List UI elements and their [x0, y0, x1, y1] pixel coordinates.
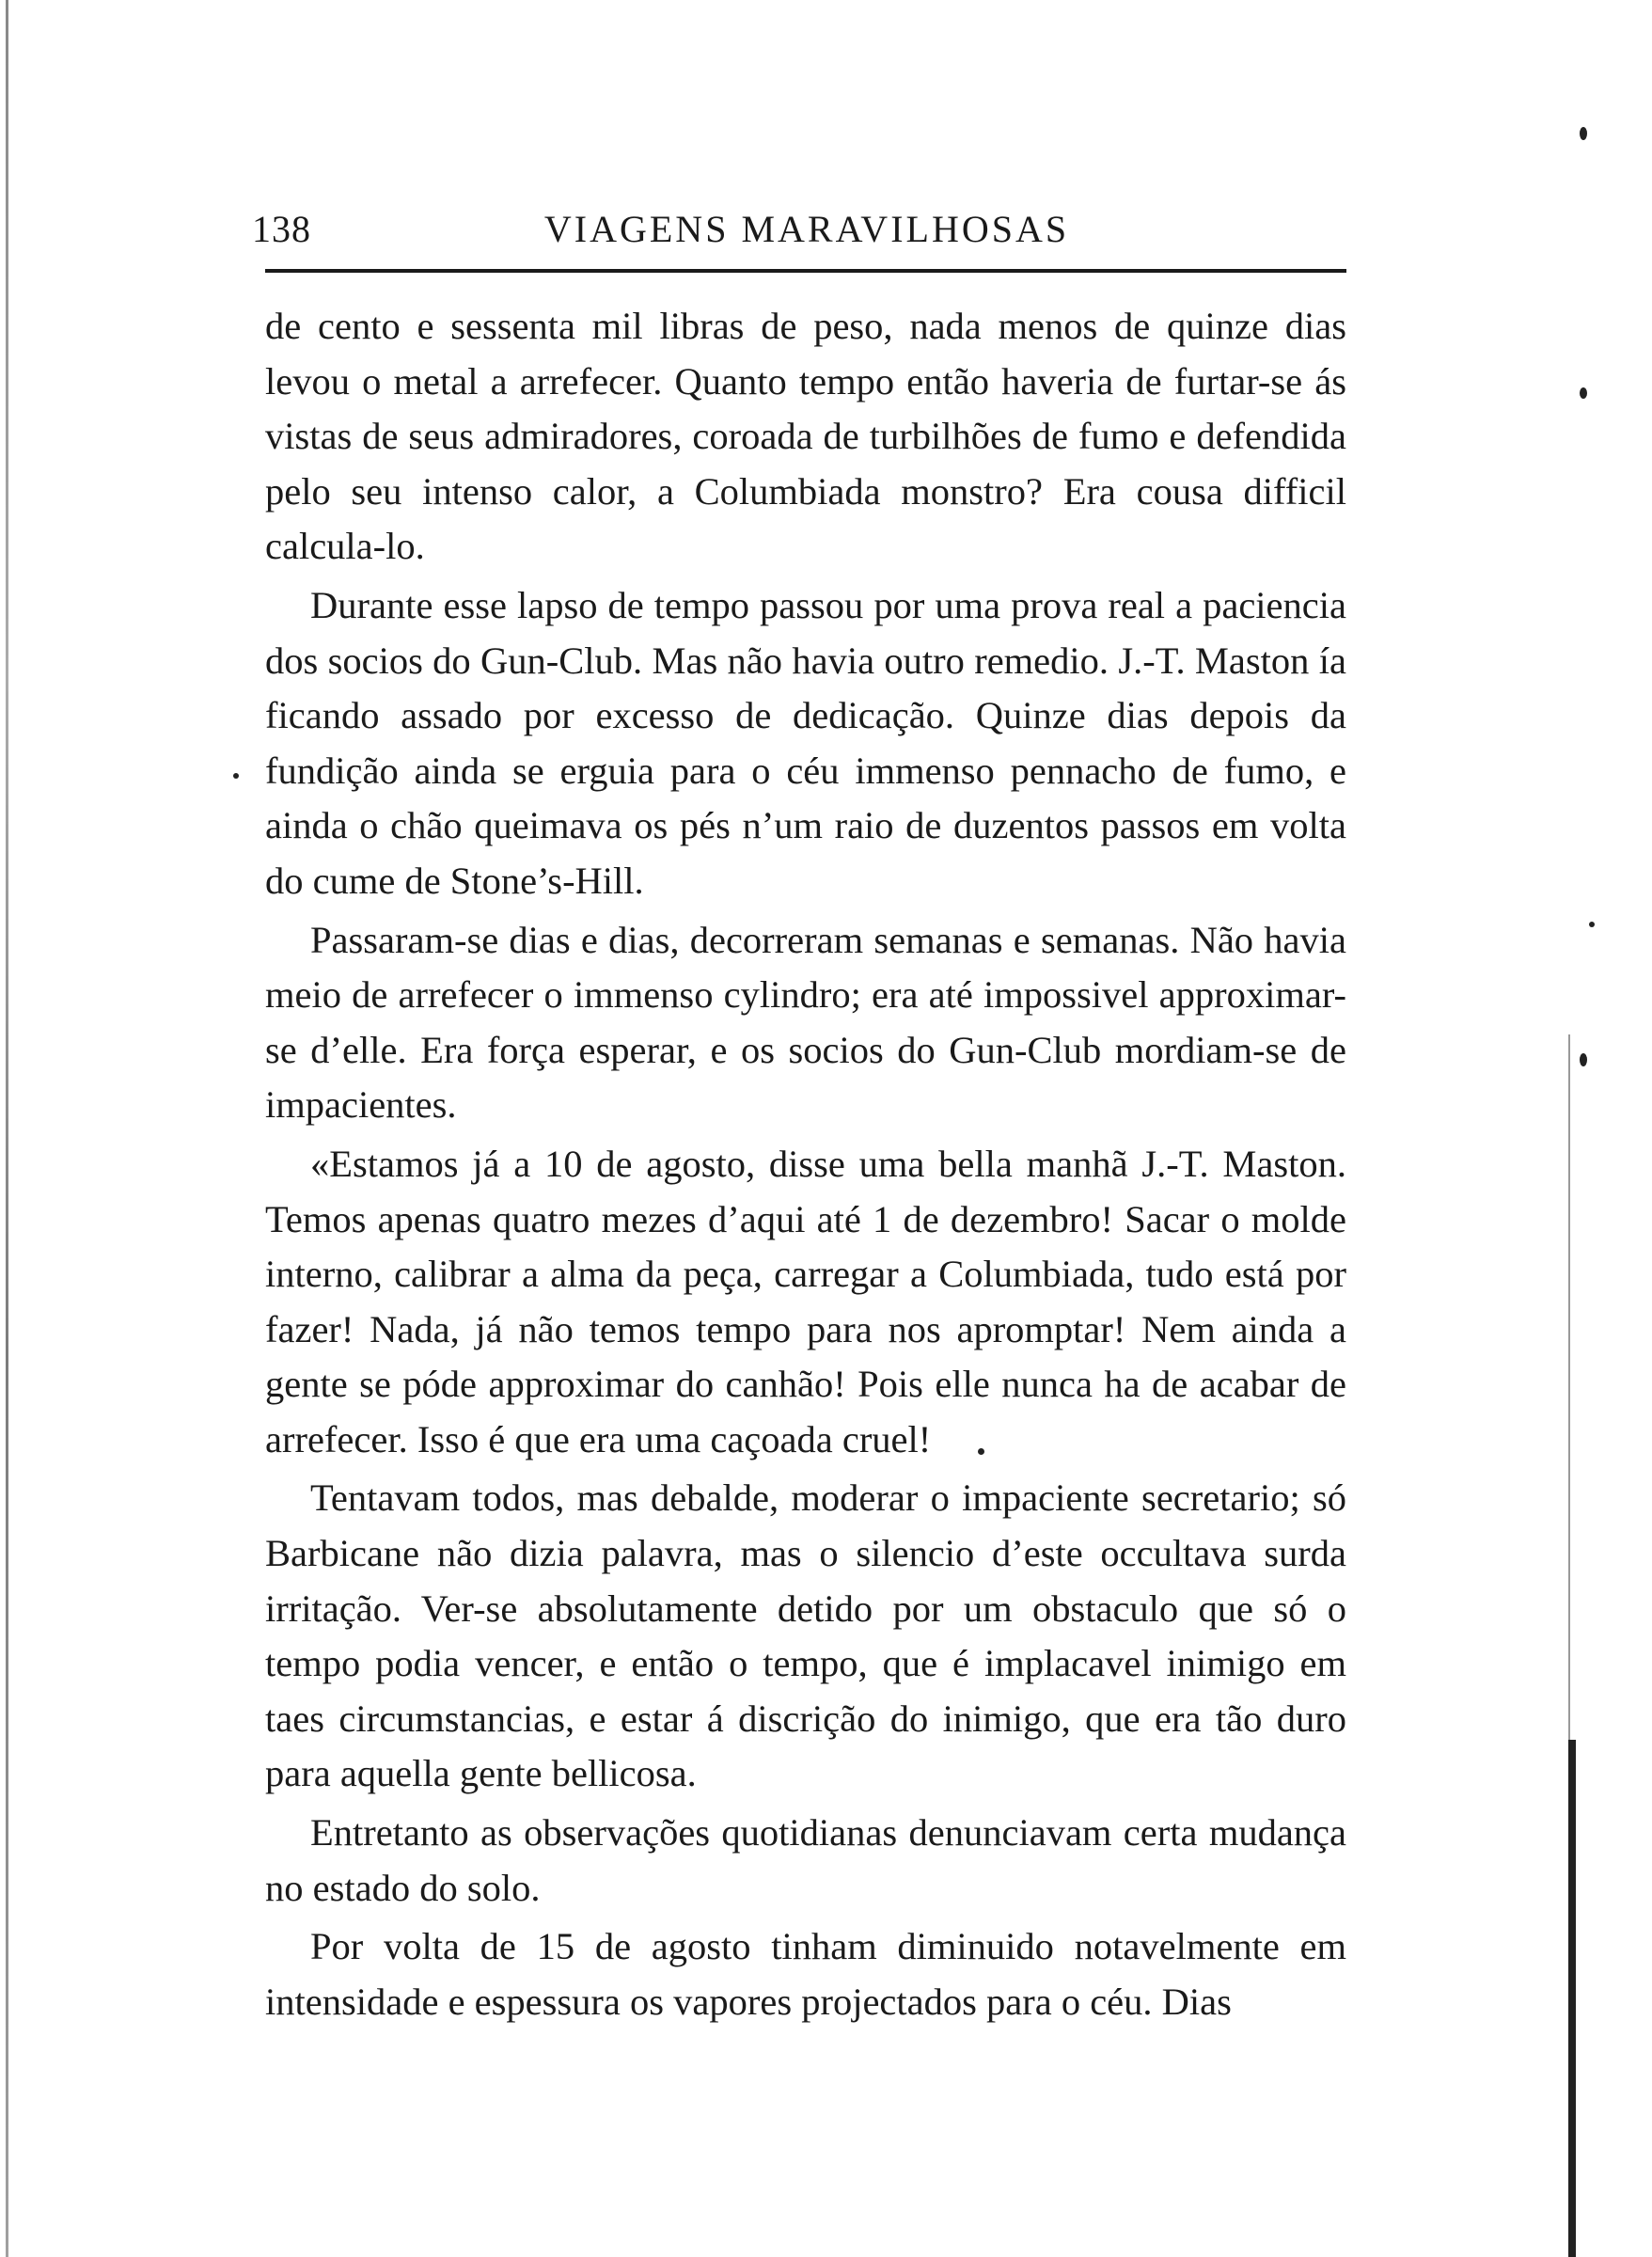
header-rule — [265, 269, 1346, 273]
scan-speck — [1580, 387, 1587, 399]
paragraph-1: de cento e sessenta mil libras de peso, nada menos de quinze dias levou o metal a arrefecer. Quanto tempo então haveria de furtar-se ás vistas de seus admiradores, coroada de turbilhões de fumo e defendida pelo seu intenso calor, a Columbiada monstro? Era cousa difficil calcula-lo. — [265, 305, 1346, 568]
paragraph-5: Tentavam todos, mas debalde, moderar o impaciente secretario; só Barbicane não dizia palavra, mas o silencio d’este occultava surda irritação. Ver-se absolutamente detido por um obstaculo que só o tempo podia vencer, e então o tempo, que é implacavel inimigo em taes circumstancias, e estar á discrição do inimigo, que era tão duro para aquella gente bellicosa. — [265, 1476, 1346, 1795]
scan-speck — [1580, 127, 1587, 140]
scan-right-edge — [1568, 1740, 1576, 2257]
scan-left-edge — [6, 0, 8, 2257]
paragraph-7: Por volta de 15 de agosto tinham diminuido notavelmente em intensidade e espessura os vapores projectados para o céu. Dias — [265, 1925, 1346, 2023]
scan-speck — [978, 1448, 984, 1455]
page-number: 138 — [252, 208, 311, 250]
paragraph-6: Entretanto as observações quotidianas denunciavam certa mudança no estado do solo. — [265, 1811, 1346, 1909]
scan-speck — [233, 773, 239, 779]
body-text — [265, 299, 1346, 2033]
scan-right-edge-thin — [1568, 1034, 1570, 1740]
running-title: VIAGENS MARAVILHOSAS — [543, 208, 1070, 250]
paragraph-2: Durante esse lapso de tempo passou por uma prova real a paciencia dos socios do Gun-Club. Mas não havia outro remedio. J.-T. Maston ía ficando assado por excesso de dedicação. Quinze dias depois da fundição ainda se erguia para o céu immenso pennacho de fumo, e ainda o chão queimava os pés n’um raio de duzentos passos em volta do cume de Stone’s-Hill. — [265, 583, 1346, 902]
scan-speck — [1589, 922, 1595, 927]
page-header — [252, 207, 1361, 263]
scan-speck — [1580, 1053, 1587, 1066]
paragraph-3: Passaram-se dias e dias, decorreram semanas e semanas. Não havia meio de arrefecer o immenso cylindro; era até impossivel approximar-se d’elle. Era força esperar, e os socios do Gun-Club mordiam-se de impacientes. — [265, 918, 1346, 1127]
paragraph-4: «Estamos já a 10 de agosto, disse uma bella manhã J.-T. Maston. Temos apenas quatro mezes d’aqui até 1 de dezembro! Sacar o molde interno, calibrar a alma da peça, carregar a Columbiada, tudo está por fazer! Nada, já não temos tempo para nos apromptar! Nem ainda a gente se póde approximar do canhão! Pois elle nunca ha de acabar de arrefecer. Isso é que era uma caçoada cruel! — [265, 1142, 1346, 1460]
